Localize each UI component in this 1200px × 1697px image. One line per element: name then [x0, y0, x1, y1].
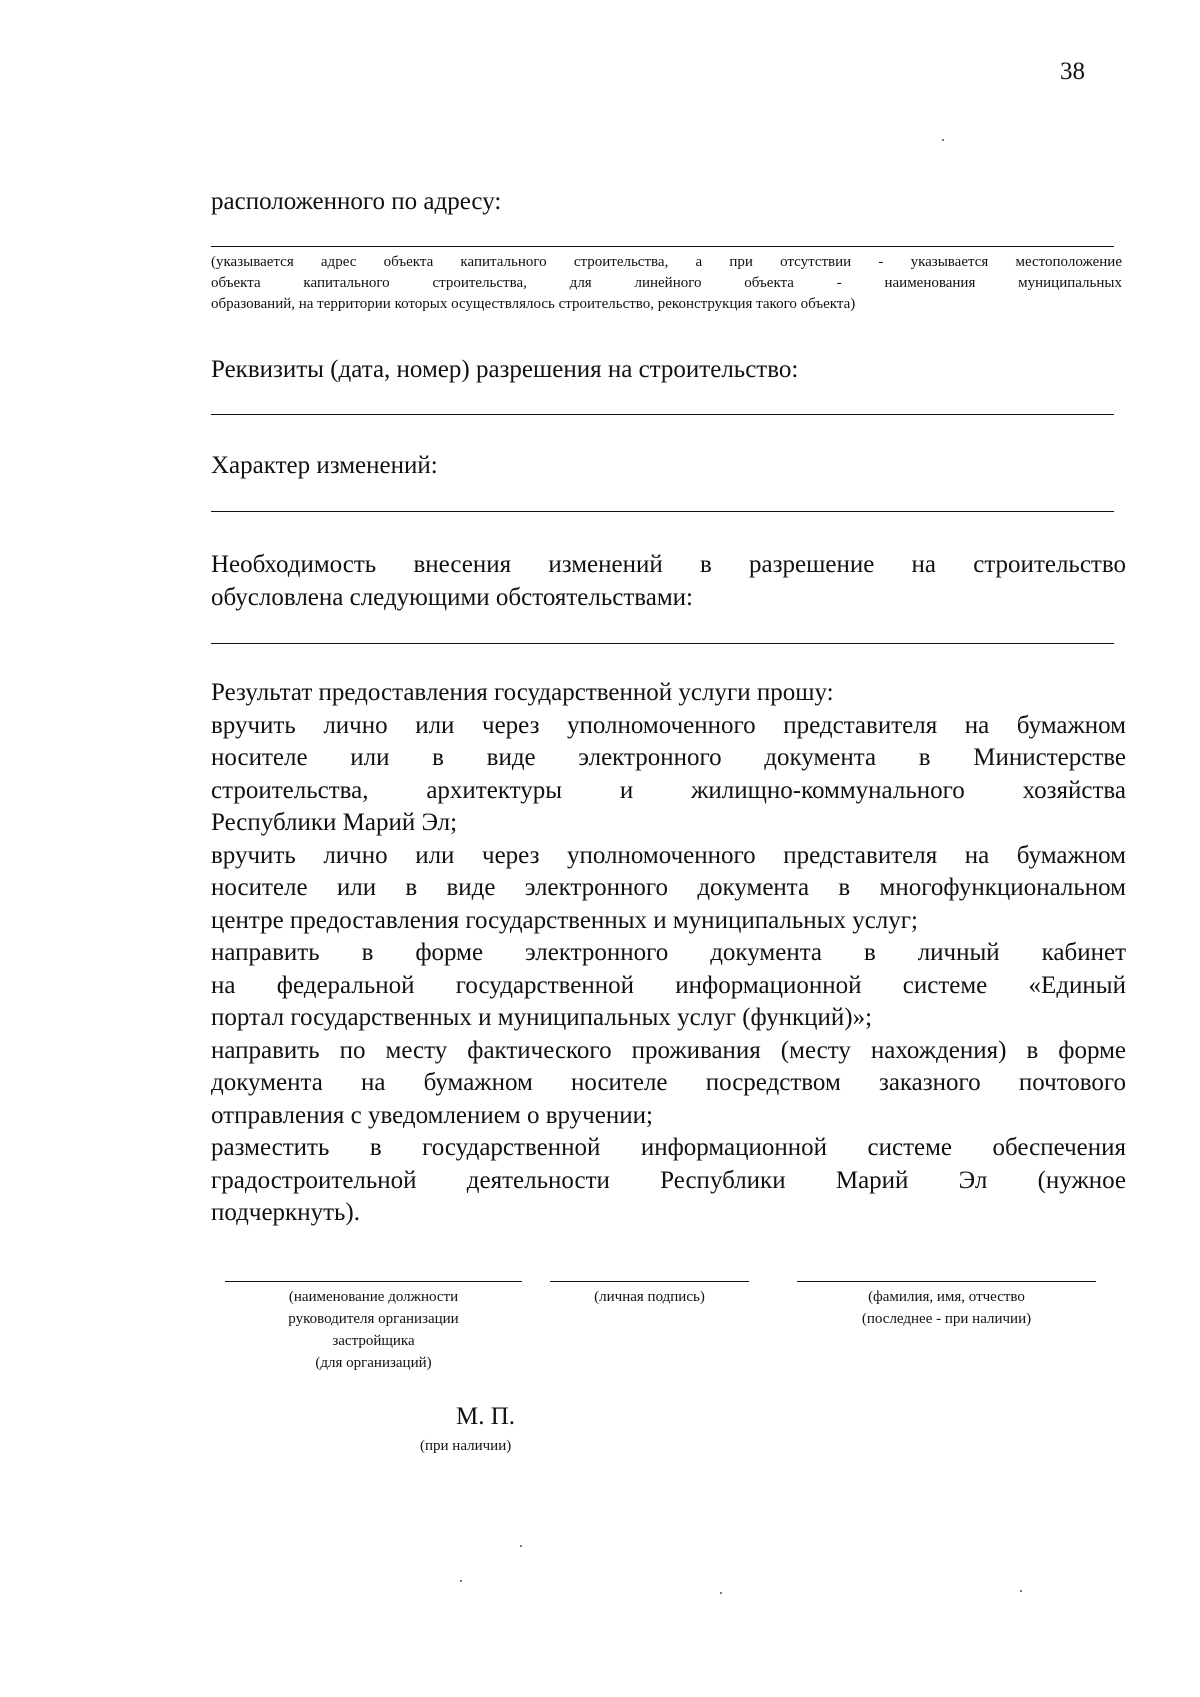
address-fill-line [211, 246, 1114, 247]
full-name-caption [797, 1286, 1096, 1330]
result-line: подчеркнуть). [211, 1199, 360, 1226]
address-label: расположенного по адресу: [211, 188, 502, 215]
result-line: вручить лично или через уполномоченного представителя на бумажном [211, 841, 1126, 869]
address-note-line: объекта капитального строительства, для линейного объекта - наименования муниципальных [211, 275, 1122, 291]
position-caption-line: застройщика [332, 1333, 415, 1349]
position-signature-line [225, 1281, 522, 1282]
result-line: направить в форме электронного документа в личный кабинет [211, 939, 1126, 966]
changes-nature-fill-line [211, 511, 1114, 512]
result-line: строительства, архитектуры и жилищно-коммунального хозяйства [211, 776, 1126, 804]
full-name-signature-line [797, 1281, 1096, 1282]
result-line: градостроительной деятельности Республики Марий Эл (нужное [211, 1166, 1126, 1194]
changes-nature-label: Характер изменений: [211, 452, 438, 479]
result-line: на федеральной государственной информационной системе «Единый [211, 971, 1126, 999]
address-note-line: (указывается адрес объекта капитального строительства, а при отсутствии - указывается местоположение [211, 254, 1122, 270]
address-note-line: образований, на территории которых осуществлялось строительство, реконструкция такого объекта) [211, 296, 856, 312]
scan-speck [520, 1545, 522, 1547]
stamp-caption: (при наличии) [420, 1438, 512, 1454]
position-caption-line: руководителя организации [288, 1311, 459, 1327]
result-line: вручить лично или через уполномоченного представителя на бумажном [211, 711, 1126, 739]
page-number: 38 [1060, 58, 1085, 85]
permit-details-fill-line [211, 414, 1114, 415]
result-line: центре предоставления государственных и муниципальных услуг; [211, 906, 918, 934]
scan-speck [942, 139, 944, 141]
result-line: носителе или в виде электронного документа в Министерстве [211, 744, 1126, 771]
scan-speck [720, 1592, 722, 1594]
personal-signature-caption-line: (личная подпись) [594, 1289, 705, 1305]
permit-details-label: Реквизиты (дата, номер) разрешения на строительство: [211, 356, 799, 383]
result-line: направить по месту фактического проживания (месту нахождения) в форме [211, 1036, 1126, 1064]
full-name-caption-line: (последнее - при наличии) [861, 1311, 1032, 1327]
scan-speck [460, 1580, 462, 1582]
result-line: отправления с уведомлением о вручении; [211, 1101, 653, 1129]
necessity-fill-line [211, 643, 1114, 644]
result-line: носителе или в виде электронного документа в многофункциональном [211, 874, 1126, 901]
result-paragraph [211, 677, 1126, 1230]
personal-signature-line [550, 1281, 749, 1282]
address-note [211, 252, 1122, 315]
stamp-label: М. П. [456, 1403, 516, 1430]
result-line: портал государственных и муниципальных услуг (функций)»; [211, 1004, 873, 1031]
necessity-paragraph [211, 549, 1126, 614]
position-caption [225, 1286, 522, 1374]
result-line: Республики Марий Эл; [211, 809, 458, 836]
position-caption-line: (наименование должности [288, 1289, 459, 1305]
result-line: разместить в государственной информационной системе обеспечения [211, 1134, 1126, 1161]
result-line: Результат предоставления государственной услуги прошу: [211, 679, 834, 706]
scan-speck [1020, 1590, 1022, 1592]
result-line: документа на бумажном носителе посредством заказного почтового [211, 1069, 1126, 1096]
necessity-line: обусловлена следующими обстоятельствами: [211, 583, 693, 611]
position-caption-line: (для организаций) [315, 1355, 432, 1371]
full-name-caption-line: (фамилия, имя, отчество [868, 1289, 1025, 1305]
personal-signature-caption [550, 1286, 749, 1308]
necessity-line: Необходимость внесения изменений в разрешение на строительство [211, 551, 1126, 578]
